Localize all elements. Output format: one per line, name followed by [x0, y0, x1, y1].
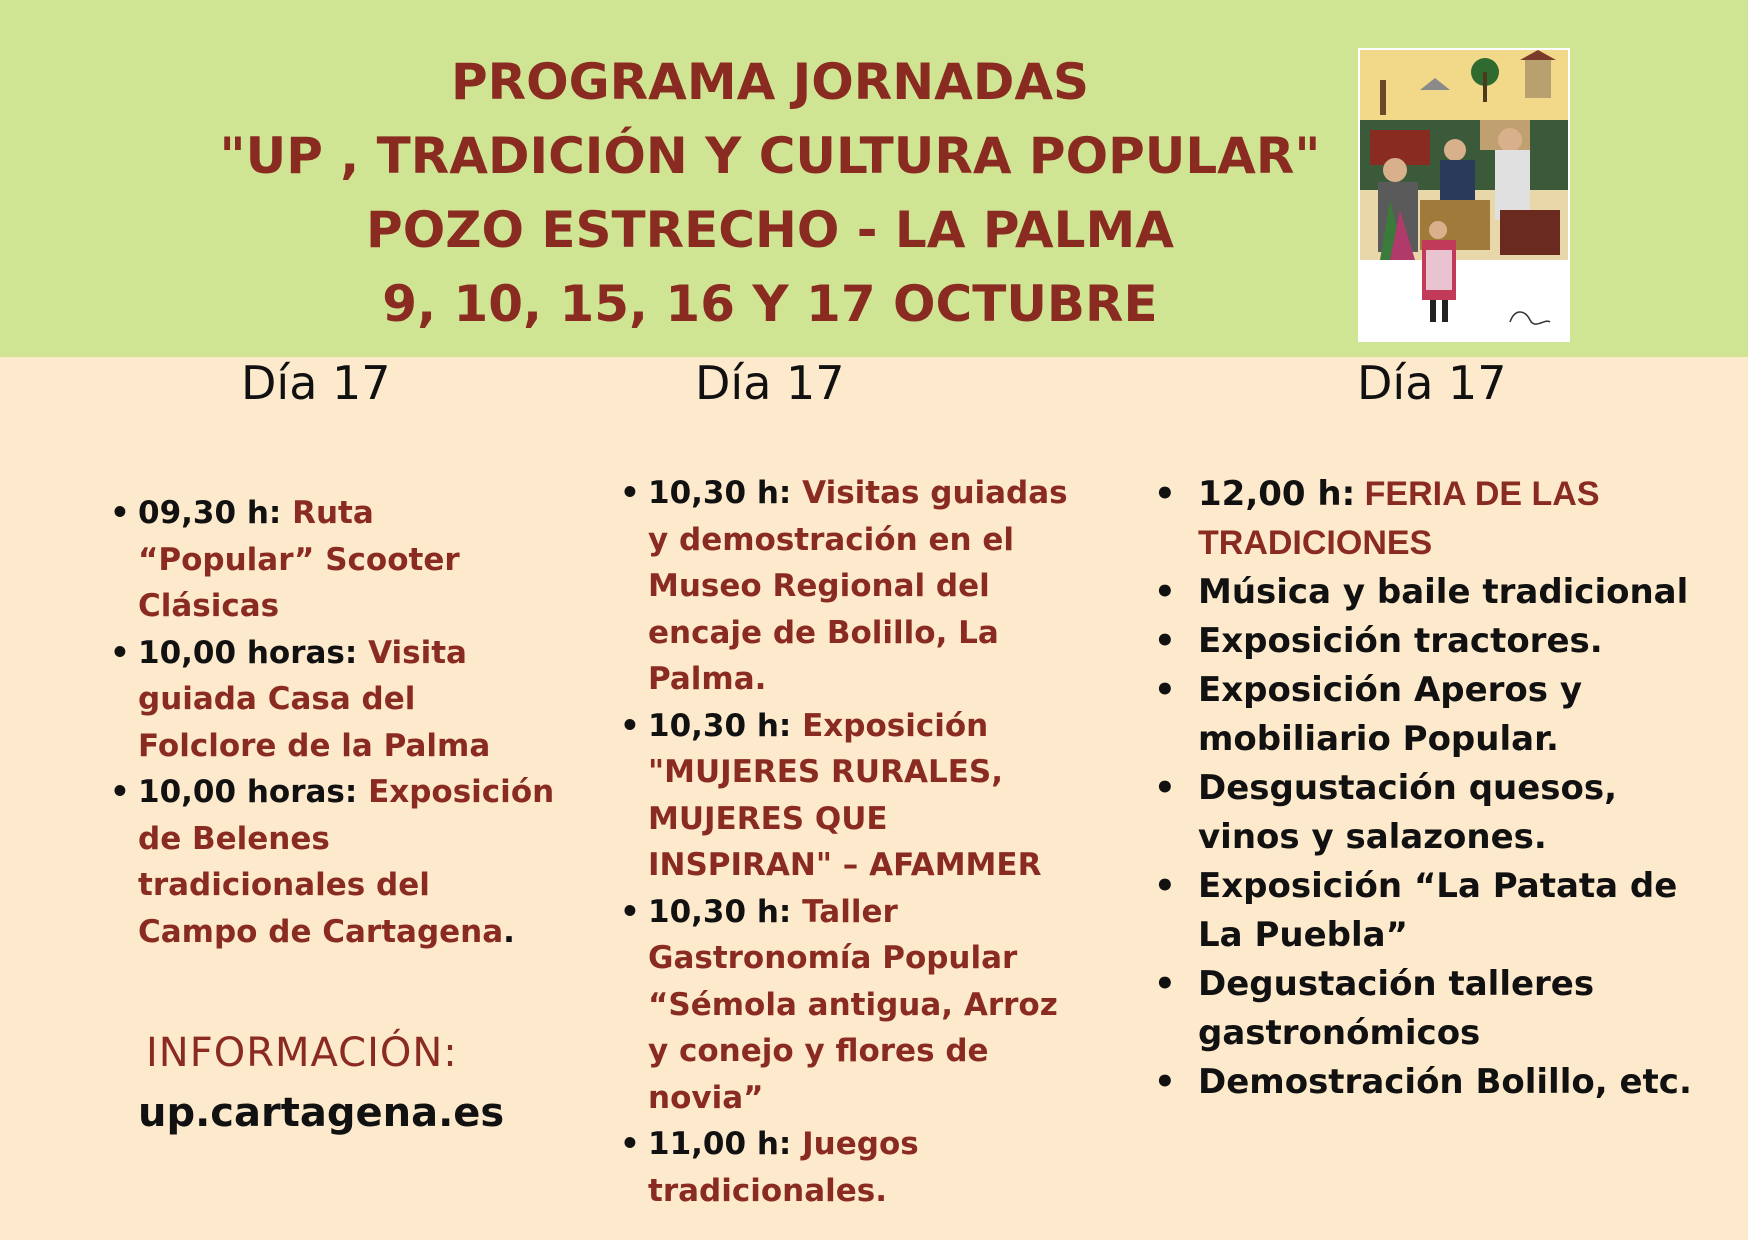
header-banner — [0, 0, 1748, 357]
schedule-list-col3 — [1198, 470, 1718, 1107]
list-item: • 10,30 h: Taller Gastronomía Popular “Sémola antigua, Arroz y conejo y flores de novia” — [648, 889, 1078, 1122]
day-title-col2: Día 17 — [695, 356, 845, 410]
list-item: • 10,00 horas: Exposición de Belenes tradicionales del Campo de Cartagena. — [138, 769, 558, 955]
poster-illustration — [1358, 48, 1570, 342]
list-item: • Demostración Bolillo, etc. — [1198, 1058, 1718, 1107]
list-item: • Música y baile tradicional — [1198, 568, 1718, 617]
title-line-3: POZO ESTRECHO - LA PALMA — [366, 201, 1174, 259]
title-line-1: PROGRAMA JORNADAS — [450, 53, 1090, 111]
list-item: • Exposición tractores. — [1198, 617, 1718, 666]
list-item: • 10,00 horas: Visita guiada Casa del Folclore de la Palma — [138, 630, 558, 770]
schedule-list-col2 — [648, 470, 1078, 1214]
list-item: • Degustación talleres gastronómicos — [1198, 960, 1718, 1058]
list-item: • 10,30 h: Exposición "MUJERES RURALES, MUJERES QUE INSPIRAN" – AFAMMER — [648, 703, 1078, 889]
schedule-list-col1 — [138, 490, 558, 955]
day-title-col3: Día 17 — [1357, 356, 1507, 410]
title-line-2: "UP , TRADICIÓN Y CULTURA POPULAR" — [219, 127, 1321, 185]
info-label: INFORMACIÓN: — [146, 1030, 458, 1076]
info-url-link[interactable]: up.cartagena.es — [138, 1090, 505, 1136]
list-item: • Exposición Aperos y mobiliario Popular. — [1198, 666, 1718, 764]
list-item: • 09,30 h: Ruta “Popular” Scooter Clásicas — [138, 490, 558, 630]
list-item: • Exposición “La Patata de La Puebla” — [1198, 862, 1718, 960]
day-title-col1: Día 17 — [241, 356, 391, 410]
list-item: • 12,00 h: FERIA DE LAS TRADICIONES — [1198, 470, 1718, 568]
list-item: • 10,30 h: Visitas guiadas y demostración en el Museo Regional del encaje de Bolillo, La Palma. — [648, 470, 1078, 703]
title-line-4: 9, 10, 15, 16 Y 17 OCTUBRE — [382, 275, 1158, 333]
list-item: • 11,00 h: Juegos tradicionales. — [648, 1121, 1078, 1214]
list-item: • Desgustación quesos, vinos y salazones. — [1198, 764, 1718, 862]
